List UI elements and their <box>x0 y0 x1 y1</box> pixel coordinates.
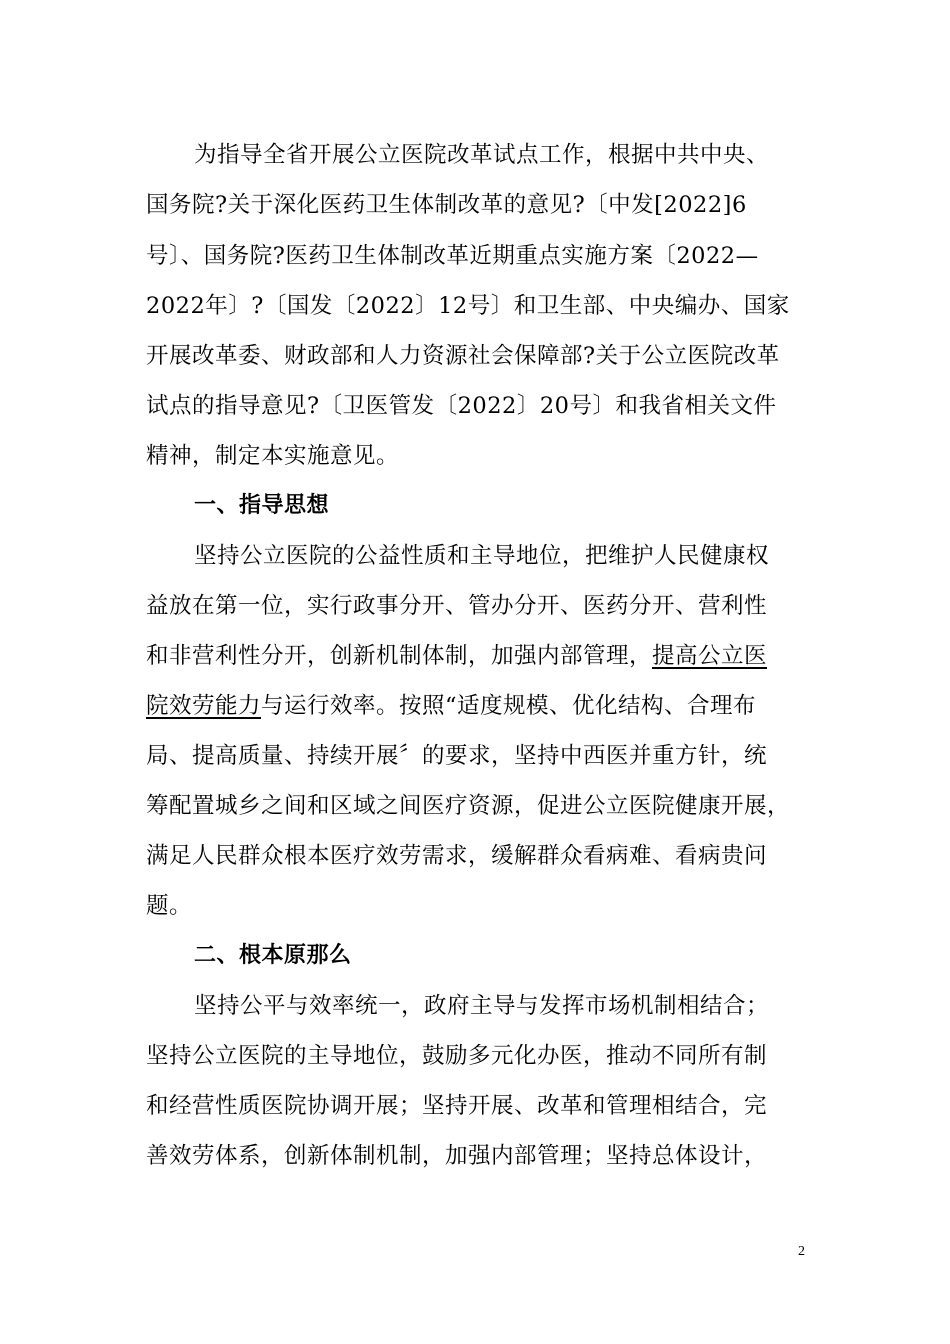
text-run: 与运行效率。按照“适度规模、优化结构、合理布 <box>261 693 757 719</box>
paragraph-line: 益放在第一位，实行政事分开、管办分开、医药分开、营利性 <box>146 593 768 619</box>
paragraph-line: 局、提高质量、持续开展〞的要求，坚持中西医并重方针，统 <box>146 743 768 769</box>
section-heading: 一、指导思想 <box>194 493 330 518</box>
paragraph-line: 国务院?关于深化医药卫生体制改革的意见?〔中发[2022]6 <box>146 192 747 218</box>
paragraph-line: 筹配置城乡之间和区域之间医疗资源，促进公立医院健康开展， <box>146 793 791 819</box>
paragraph-line: 坚持公立医院的主导地位，鼓励多元化办医，推动不同所有制 <box>146 1043 768 1069</box>
paragraph-line: 2022年〕?〔国发〔2022〕12号〕和卫生部、中央编办、国家 <box>146 293 790 319</box>
paragraph-line: 题。 <box>146 893 193 919</box>
paragraph-line: 善效劳体系，创新体制机制，加强内部管理；坚持总体设计， <box>146 1143 768 1169</box>
text-run: 和非营利性分开，创新机制体制，加强内部管理， <box>146 643 653 669</box>
paragraph-line: 开展改革委、财政部和人力资源社会保障部?关于公立医院改革 <box>146 343 780 369</box>
underlined-text: 提高公立医 <box>652 643 768 669</box>
paragraph-line: 号〕、国务院?医药卫生体制改革近期重点实施方案〔2022— <box>146 243 759 269</box>
paragraph-line: 满足人民群众根本医疗效劳需求，缓解群众看病难、看病贵问 <box>146 843 768 869</box>
paragraph-line: 坚持公平与效率统一，政府主导与发挥市场机制相结合； <box>194 993 770 1019</box>
paragraph-line: 精神，制定本实施意见。 <box>146 443 400 469</box>
underlined-text: 院效劳能力 <box>146 693 262 719</box>
paragraph-line: 和经营性质医院协调开展；坚持开展、改革和管理相结合，完 <box>146 1093 768 1119</box>
section-heading: 二、根本原那么 <box>194 943 352 968</box>
paragraph-line <box>146 691 806 721</box>
page-number: 2 <box>798 1244 805 1259</box>
paragraph-line: 试点的指导意见?〔卫医管发〔2022〕20号〕和我省相关文件 <box>146 393 777 419</box>
paragraph-line: 坚持公立医院的公益性质和主导地位，把维护人民健康权 <box>194 543 770 569</box>
paragraph-line: 为指导全省开展公立医院改革试点工作，根据中共中央、 <box>194 142 770 168</box>
paragraph-line <box>146 641 806 671</box>
